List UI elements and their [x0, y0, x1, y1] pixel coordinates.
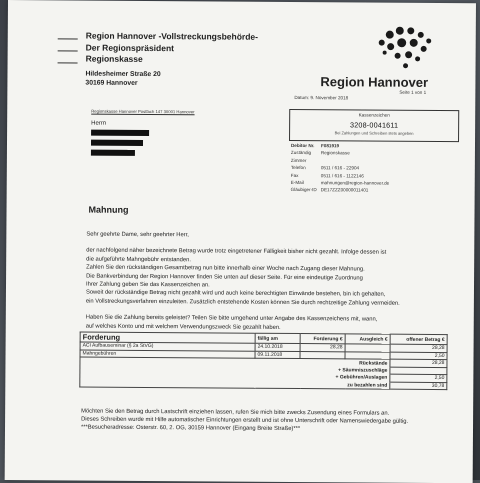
- table-cell: Mahngebühren: [80, 350, 255, 359]
- letter-title: Mahnung: [89, 205, 129, 215]
- sender-street: Hildesheimer Straße 20: [85, 69, 257, 79]
- info-value: F081919: [321, 142, 339, 150]
- summary-label: + Gebühren/Auslagen: [80, 372, 390, 382]
- logo-wordmark: Region Hannover: [320, 74, 428, 90]
- body-line: Haben Sie die Zahlung bereits geleistet? Teilen Sie bitte umgehend unter Angabe des Kassenzeichens mit, wann,: [86, 314, 458, 325]
- region-hannover-logo-icon: [376, 25, 436, 71]
- letter-footer: [81, 408, 461, 435]
- body-line: auf welches Konto und mit welchem Verwendungszweck Sie gezahlt haben.: [86, 322, 458, 333]
- info-value: 0511 / 616 - 22904: [321, 164, 359, 172]
- fold-mark: [58, 38, 78, 39]
- sender-line1: Region Hannover -Vollstreckungsbehörde-: [86, 31, 258, 44]
- table-cell: 24.10.2018: [255, 343, 300, 351]
- table-cell: 09.11.2018: [255, 351, 300, 359]
- summary-value: 2,50: [390, 374, 447, 382]
- redaction-bar: [91, 140, 143, 146]
- column-header: Forderung €: [300, 334, 345, 344]
- footer-line: ***Besucheradresse: Osterstr. 60, 2. OG, 30159 Hannover (Eingang Breite Straße)***: [81, 424, 461, 435]
- sender-city: 30169 Hannover: [85, 78, 257, 88]
- info-label: Debitor Nr.: [291, 142, 321, 150]
- column-header: fällig am: [255, 333, 300, 343]
- footer-line: Möchten Sie den Betrag durch Lastschrift einziehen lassen, rufen Sie mich bitte zwecks Zusendung eines Formulars an.: [81, 408, 461, 419]
- body-line: Zahlen Sie den rückständigen Gesamtbetrag nun bitte innerhalb einer Woche nach Zugang dieser Mahnung.: [86, 264, 458, 275]
- info-label: Fax: [291, 172, 321, 180]
- column-header: offener Betrag €: [390, 334, 447, 344]
- greeting: Sehr geehrte Dame, sehr geehrter Herr,: [86, 231, 458, 242]
- recipient-salutation: Herrn: [91, 121, 106, 127]
- summary-label: + Säumniszuschläge: [80, 365, 390, 375]
- info-value: mahnungen@region-hannover.de: [321, 179, 390, 187]
- info-value: 0511 / 616 - 1122146: [321, 172, 364, 180]
- kassenzeichen-label: Kassenzeichen: [290, 112, 458, 118]
- redaction-bar: [91, 150, 135, 156]
- claims-table: [79, 332, 447, 391]
- table-cell: 28,28: [390, 344, 447, 352]
- summary-row: [80, 380, 447, 390]
- redaction-bar: [91, 130, 149, 136]
- table-cell: 2,50: [390, 352, 447, 360]
- sender-block: [85, 31, 258, 89]
- info-label: E-Mail: [291, 179, 321, 187]
- info-value: DE17ZZZ00000011401: [321, 187, 369, 195]
- return-address: Regionskasse Hannover Postfach 147 30001 Hannover: [91, 109, 194, 115]
- summary-value: 28,28: [390, 359, 447, 367]
- sender-line3: Regionskasse: [86, 54, 258, 67]
- fold-mark: [58, 62, 78, 63]
- table-cell: ACI Aufbauseminar (§ 2a StVG): [80, 342, 255, 351]
- body-line: ein Vollstreckungsverfahren einzuleiten. Zusätzlich entstehende Kosten können Sie durch rechtzeitige Zahlung vermeiden.: [86, 297, 458, 308]
- body-line: Die Bankverbindung der Region Hannover finden Sie unten auf dieser Seite. Für eine eindeutige Zuordnung: [86, 272, 458, 283]
- info-label: Zuständig: [291, 149, 321, 157]
- summary-value: 30,78: [390, 382, 447, 390]
- info-label: Gläubiger-ID: [291, 186, 321, 194]
- summary-label: zu bezahlen sind: [80, 380, 390, 390]
- info-label: Telefon: [291, 164, 321, 172]
- info-row: [291, 186, 390, 194]
- body-line: die aufgeführte Mahngebühr entstanden.: [86, 255, 458, 266]
- footer-line: Dieses Schreiben wurde mit Hilfe automatischer Einrichtungen erstellt und ist ohne Unterschrift oder Namenswiedergabe gültig.: [81, 416, 461, 427]
- table-cell: 28,28: [300, 344, 345, 352]
- body-line: Ihrer Zahlung geben Sie das Kassenzeichen an.: [86, 281, 458, 292]
- kassenzeichen-box: [289, 109, 459, 142]
- debtor-info: [291, 142, 390, 195]
- info-label: Zimmer: [291, 157, 321, 165]
- column-header: Ausgleich €: [345, 334, 390, 344]
- kassenzeichen-note: Bei Zahlungen und Schreiben stets angeben: [290, 130, 458, 136]
- kassenzeichen-value: 3208-0041611: [290, 120, 458, 130]
- info-value: Regionskasse: [321, 150, 350, 158]
- page-number: Seite 1 von 1: [399, 90, 426, 95]
- summary-label: Rückstände: [80, 357, 390, 367]
- letter-date: Datum: 9. November 2018: [294, 95, 348, 100]
- column-header: Forderung: [80, 332, 255, 343]
- body-line: der nachfolgend näher bezeichnete Betrag wurde trotz eingetretener Fälligkeit bisher nicht gezahlt. Infolge dessen ist: [86, 247, 458, 258]
- sender-line2: Der Regionspräsident: [86, 42, 258, 55]
- letter-body: [86, 231, 459, 334]
- body-line: Soweit der rückständige Betrag nicht gezahlt wird und auch keine berechtigten Einwände bestehen, bin ich gehalten,: [86, 289, 458, 300]
- letter-page: [5, 0, 476, 483]
- fold-mark: [58, 50, 78, 51]
